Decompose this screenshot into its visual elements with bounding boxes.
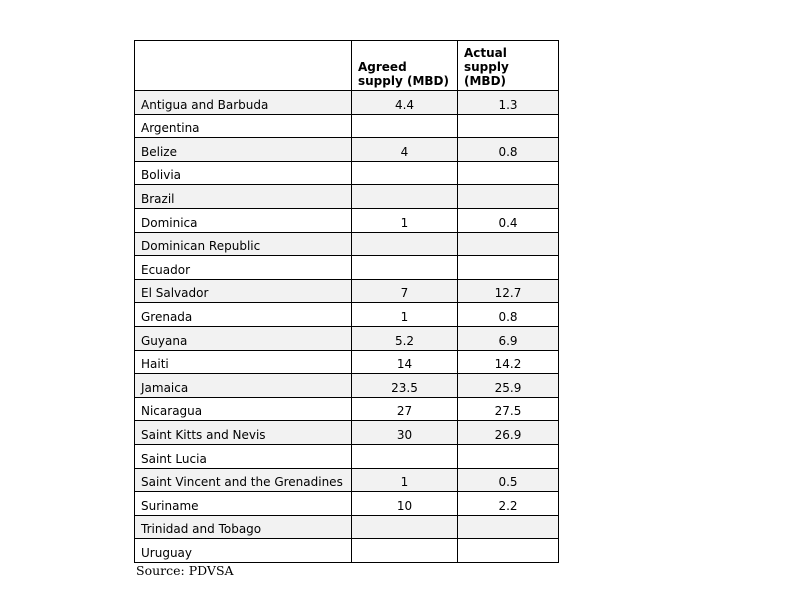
- table-row: [135, 161, 559, 185]
- actual-supply-cell: 0.5: [458, 468, 559, 492]
- country-cell: Jamaica: [135, 374, 352, 398]
- agreed-supply-cell: [352, 114, 458, 138]
- actual-supply-cell: [458, 161, 559, 185]
- country-cell: Dominica: [135, 208, 352, 232]
- country-cell: Bolivia: [135, 161, 352, 185]
- table-row: [135, 539, 559, 563]
- header-row: [135, 41, 559, 91]
- table-row: [135, 232, 559, 256]
- agreed-supply-cell: [352, 539, 458, 563]
- table-row: [135, 185, 559, 209]
- table-row: [135, 515, 559, 539]
- table-row: [135, 350, 559, 374]
- agreed-supply-cell: 1: [352, 303, 458, 327]
- table-row: [135, 138, 559, 162]
- actual-supply-cell: 14.2: [458, 350, 559, 374]
- actual-supply-cell: 0.8: [458, 303, 559, 327]
- table-row: [135, 208, 559, 232]
- country-cell: Saint Lucia: [135, 444, 352, 468]
- table-row: [135, 326, 559, 350]
- actual-supply-cell: 27.5: [458, 397, 559, 421]
- table-row: [135, 397, 559, 421]
- country-cell: Trinidad and Tobago: [135, 515, 352, 539]
- agreed-supply-cell: 7: [352, 279, 458, 303]
- actual-supply-cell: 25.9: [458, 374, 559, 398]
- agreed-supply-cell: 4: [352, 138, 458, 162]
- actual-supply-cell: 0.4: [458, 208, 559, 232]
- table-row: [135, 279, 559, 303]
- agreed-supply-cell: 5.2: [352, 326, 458, 350]
- table-row: [135, 492, 559, 516]
- table-row: [135, 374, 559, 398]
- country-cell: Dominican Republic: [135, 232, 352, 256]
- agreed-supply-cell: [352, 444, 458, 468]
- actual-supply-cell: [458, 444, 559, 468]
- table-row: [135, 444, 559, 468]
- actual-supply-cell: 12.7: [458, 279, 559, 303]
- country-cell: Haiti: [135, 350, 352, 374]
- agreed-supply-cell: 30: [352, 421, 458, 445]
- table-row: [135, 468, 559, 492]
- actual-supply-cell: [458, 232, 559, 256]
- country-cell: Grenada: [135, 303, 352, 327]
- table-row: [135, 256, 559, 280]
- country-cell: Belize: [135, 138, 352, 162]
- country-cell: Nicaragua: [135, 397, 352, 421]
- agreed-supply-cell: 10: [352, 492, 458, 516]
- actual-supply-cell: 0.8: [458, 138, 559, 162]
- actual-supply-cell: [458, 515, 559, 539]
- header-country: [135, 41, 352, 91]
- country-cell: El Salvador: [135, 279, 352, 303]
- country-cell: Argentina: [135, 114, 352, 138]
- agreed-supply-cell: 27: [352, 397, 458, 421]
- agreed-supply-cell: 14: [352, 350, 458, 374]
- agreed-supply-cell: [352, 232, 458, 256]
- agreed-supply-cell: 4.4: [352, 91, 458, 115]
- country-cell: Brazil: [135, 185, 352, 209]
- table-row: [135, 91, 559, 115]
- agreed-supply-cell: [352, 515, 458, 539]
- country-cell: Saint Kitts and Nevis: [135, 421, 352, 445]
- actual-supply-cell: [458, 256, 559, 280]
- header-agreed-supply: Agreed supply (MBD): [352, 41, 458, 91]
- actual-supply-cell: [458, 185, 559, 209]
- table-header: [135, 41, 559, 91]
- source-note: Source: PDVSA: [136, 563, 234, 578]
- actual-supply-cell: 1.3: [458, 91, 559, 115]
- agreed-supply-cell: [352, 161, 458, 185]
- country-cell: Suriname: [135, 492, 352, 516]
- table-row: [135, 114, 559, 138]
- actual-supply-cell: [458, 114, 559, 138]
- actual-supply-cell: 2.2: [458, 492, 559, 516]
- agreed-supply-cell: [352, 185, 458, 209]
- actual-supply-cell: 6.9: [458, 326, 559, 350]
- table-row: [135, 303, 559, 327]
- actual-supply-cell: 26.9: [458, 421, 559, 445]
- supply-table-container: [134, 40, 559, 563]
- country-cell: Antigua and Barbuda: [135, 91, 352, 115]
- table-row: [135, 421, 559, 445]
- country-cell: Uruguay: [135, 539, 352, 563]
- agreed-supply-cell: 23.5: [352, 374, 458, 398]
- agreed-supply-cell: 1: [352, 208, 458, 232]
- table-body: [135, 91, 559, 563]
- country-cell: Saint Vincent and the Grenadines: [135, 468, 352, 492]
- country-cell: Ecuador: [135, 256, 352, 280]
- supply-table: [134, 40, 559, 563]
- header-actual-supply: Actual supply (MBD): [458, 41, 559, 91]
- agreed-supply-cell: 1: [352, 468, 458, 492]
- country-cell: Guyana: [135, 326, 352, 350]
- agreed-supply-cell: [352, 256, 458, 280]
- actual-supply-cell: [458, 539, 559, 563]
